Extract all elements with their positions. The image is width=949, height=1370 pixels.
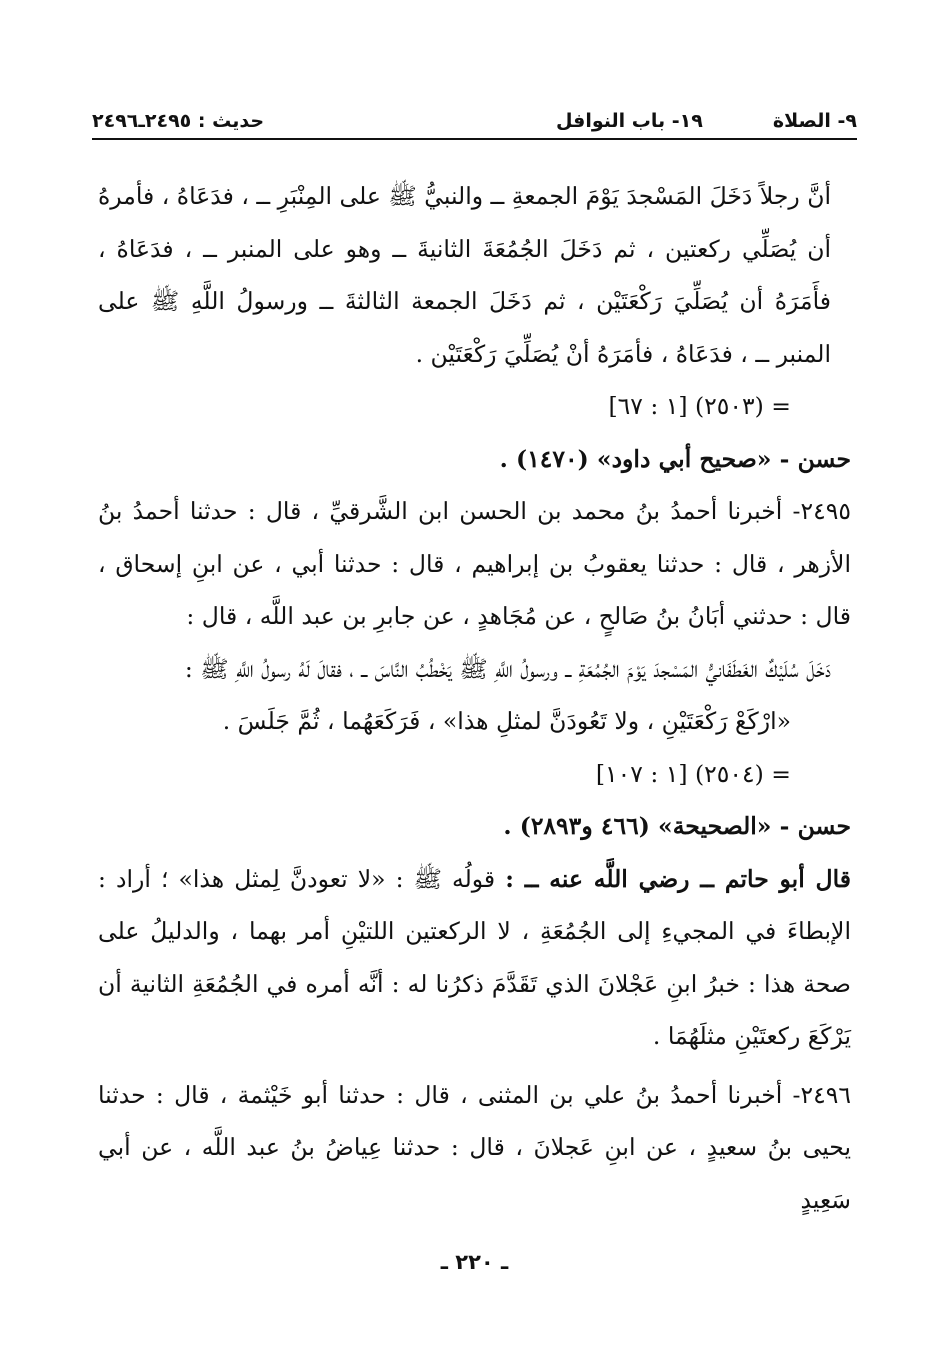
section-title: ٩- الصلاة bbox=[772, 110, 857, 132]
page-header bbox=[92, 104, 857, 140]
hadith-isnad: ٢٤٩٥- أخبرنا أحمدُ بنُ محمد بن الحسن ابن الشَّرقيِّ ، قال : حدثنا أحمدُ بنُ الأزهر ، قال : حدثنا يعقوبُ بن إبراهيم ، قال : حدثنا أبي ، عن ابنِ إسحاق ، قال : حدثني أبَانُ بنُ صَالحٍ ، عن مُجَاهدٍ ، عن جابرِ بن عبد اللَّه ، قال : bbox=[98, 497, 851, 630]
commentary-text: قولُه ﷺ : «لا تعودنَّ لِمثل هذا» ؛ أراد : الإبطاءَ في المجيءِ إلى الجُمُعَةِ ، لا الركعتين اللتيْنِ أمر بهما ، والدليلُ على صحة هذا : خبرُ ابنِ عَجْلانَ الذي تَقَدَّمَ ذكرُنا له : أنَّه أمره في الجُمُعَةِ الثانية أن يَرْكَعَ ركعتَيْنِ مثلَهُمَا . bbox=[98, 864, 851, 1050]
cross-reference: = (٢٥٠٤) [١ : ١٠٧] bbox=[595, 759, 791, 788]
prophet-quote: «ارْكَعْ رَكْعَتَيْنِ ، ولا تَعُودَنَّ لمثلِ هذا» ، فَرَكَعَهُما ، ثُمَّ جَلَسَ . bbox=[222, 707, 791, 735]
chapter-title: ١٩- باب النوافل bbox=[555, 110, 703, 132]
hadith-range: حديث : ٢٤٩٥ـ٢٤٩٦ bbox=[92, 110, 265, 132]
hadith-matn: دَخَلَ سُلَيْكٌ الغَطَفَانيُّ المَسْجدَ يَوْمَ الجُمُعَةِ ــ ورسولُ اللَّهِ ﷺ يَخْطُبُ النَّاسَ ــ ، فقالَ لَهُ رسولُ اللَّهِ ﷺ : bbox=[184, 654, 831, 683]
page-body bbox=[98, 170, 851, 1226]
page-number: ـ ٢٢٠ ـ bbox=[440, 1250, 509, 1274]
commentary bbox=[98, 853, 851, 1063]
hadith-isnad: ٢٤٩٦- أخبرنا أحمدُ بنُ علي بن المثنى ، قال : حدثنا أبو خَيْثمة ، قال : حدثنا يحيى بنُ سعيدٍ ، عن ابنِ عَجلانَ ، قال : حدثنا عِياضُ بنُ عبد اللَّه ، عن أبي سَعِيدٍ bbox=[98, 1080, 851, 1214]
hadith-grading: حسن - «صحيح أبي داود» (١٤٧٠) . bbox=[499, 444, 851, 473]
commentary-author: قال أبو حاتم ــ رضي اللَّه عنه ــ : bbox=[505, 864, 851, 893]
cross-reference: = (٢٥٠٣) [١ : ٦٧] bbox=[608, 392, 791, 420]
hadith-text-continued: أنَّ رجلاً دَخَلَ المَسْجدَ يَوْمَ الجمعةِ ــ والنبيُّ ﷺ على المِنْبَرِ ــ ، فدَعَاهُ ، فأمرهُ أن يُصَلِّي ركعتين ، ثم دَخَلَ الجُمُعَةَ الثانيةَ ــ وهو على المنبر ــ ، فدَعَاهُ ، فأَمَرَهُ أن يُصَلِّيَ رَكْعَتَيْن ، ثم دَخَلَ الجمعة الثالثةَ ــ ورسولُ اللَّهِ ﷺ على المنبر ــ ، فدَعَاهُ ، فأمَرَهُ أنْ يُصَلِّيَ رَكْعَتَيْن . bbox=[98, 182, 831, 368]
hadith-grading: حسن - «الصحيحة» (٤٦٦ و٢٨٩٣) . bbox=[503, 812, 851, 840]
